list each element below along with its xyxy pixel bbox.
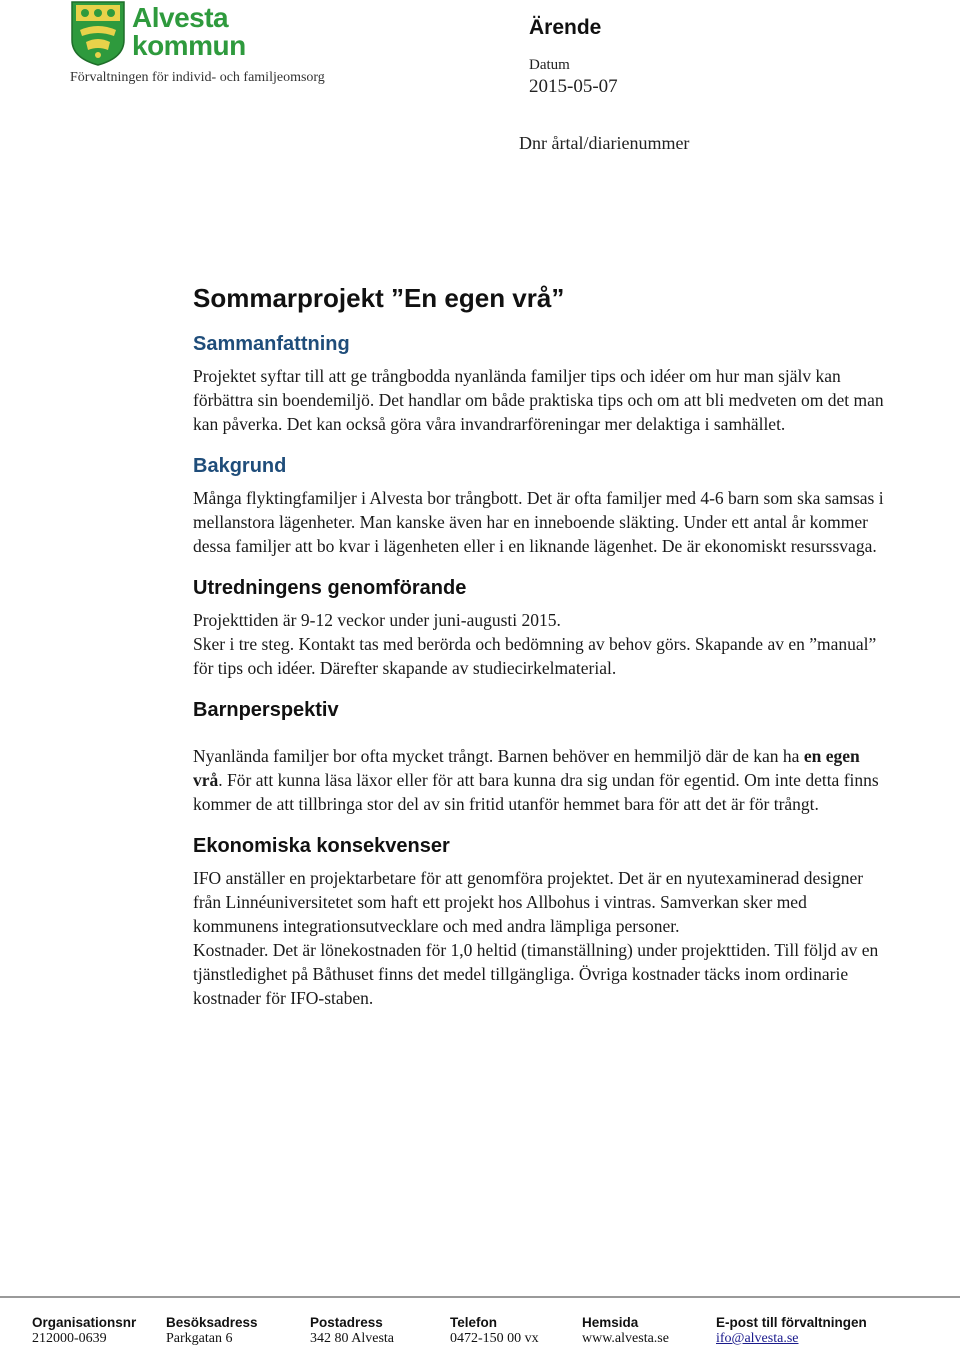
document-type-label: Ärende (529, 16, 602, 39)
section-text-1: IFO anställer en projektarbetare för att genomföra projektet. Det är en nyutexaminerad designer från Linnéuniversitetet som haft ett projekt hos Allbohus i vintras. Samverkan sker med kommunens integrationsutvecklare och med andra lämpliga personer. (193, 868, 864, 936)
section-heading: Sammanfattning (193, 333, 350, 355)
section-heading: Bakgrund (193, 455, 287, 477)
footer-value: 0472-150 00 vx (450, 1331, 539, 1346)
footer-value: Parkgatan 6 (166, 1331, 233, 1346)
municipal-coat-of-arms-icon (70, 0, 126, 66)
section-sammanfattning (193, 332, 893, 436)
section-text (193, 744, 893, 816)
text-after: . För att kunna läsa läxor eller för att bara kunna dra sig undan för egentid. Om inte detta finns kommer de att tillbringa stor del av sin fritid utanför hemmet bara för att det är för trångt. (193, 770, 879, 814)
section-utredning (193, 576, 893, 680)
footer-label: Postadress (310, 1315, 383, 1330)
department-name: Förvaltningen för individ- och familjeomsorg (70, 70, 325, 85)
document-body (193, 282, 893, 1028)
footer-label: E-post till förvaltningen (716, 1315, 867, 1330)
section-heading: Ekonomiska konsekvenser (193, 835, 450, 857)
footer-label: Organisationsnr (32, 1315, 137, 1330)
emphasis-text: en egen vrå (193, 746, 860, 790)
footer-email (716, 1315, 867, 1347)
logo-text-alvesta: Alvesta (132, 2, 229, 33)
document-title: Sommarprojekt ”En egen vrå” (193, 283, 565, 313)
footer-label: Hemsida (582, 1315, 639, 1330)
section-ekonomi (193, 834, 893, 1010)
footer-postal-address (310, 1315, 394, 1347)
footer-label: Besöksadress (166, 1315, 258, 1330)
section-text-line1: Projekttiden är 9-12 veckor under juni-augusti 2015. (193, 610, 561, 630)
footer-value: 212000-0639 (32, 1331, 107, 1346)
section-text: Många flyktingfamiljer i Alvesta bor trångbott. Det är ofta familjer med 4-6 barn som ska samsas i mellanstora lägenheter. Man kanske även har en inneboende släkting. Under ett antal år kommer dessa familjer att bo kvar i lägenheten eller i en liknande lägenhet. De är ekonomiskt resurssvaga. (193, 488, 884, 556)
date-label: Datum (529, 57, 570, 73)
footer-phone (450, 1315, 539, 1347)
alvesta-kommun-logo (70, 0, 260, 66)
date-value: 2015-05-07 (529, 76, 618, 97)
section-heading: Barnperspektiv (193, 699, 339, 721)
footer-website (582, 1315, 669, 1347)
footer-website-link[interactable]: www.alvesta.se (582, 1331, 669, 1346)
section-text-line2: Sker i tre steg. Kontakt tas med berörda och bedömning av behov görs. Skapande av en ”manual” för tips och idéer. Därefter skapande av studiecirkelmaterial. (193, 634, 877, 678)
registry-number: Dnr årtal/diarienummer (519, 133, 690, 153)
section-barnperspektiv (193, 698, 893, 816)
text-before: Nyanlända familjer bor ofta mycket trångt. Barnen behöver en hemmiljö där de kan ha (193, 746, 804, 766)
section-heading: Utredningens genomförande (193, 577, 467, 599)
section-bakgrund (193, 454, 893, 558)
footer-visiting-address (166, 1315, 258, 1347)
footer-email-link[interactable]: ifo@alvesta.se (716, 1331, 799, 1346)
section-text: Projektet syftar till att ge trångbodda nyanlända familjer tips och idéer om hur man själv kan förbättra sin boendemiljö. Det handlar om både praktiska tips och om att bli medveten om det man kan påverka. Det kan också göra våra invandrarföreningar mer delaktiga i samhället. (193, 366, 884, 434)
section-text-2: Kostnader. Det är lönekostnaden för 1,0 heltid (timanställning) under projekttiden. Till följd av en tjänstledighet på Båthuset finns det medel tillgängliga. Övriga kostnader täcks inom ordinarie kostnader för IFO-staben. (193, 940, 879, 1008)
footer-value: 342 80 Alvesta (310, 1331, 394, 1346)
logo-text-kommun: kommun (132, 30, 246, 61)
footer-divider (0, 1296, 960, 1298)
footer-label: Telefon (450, 1315, 497, 1330)
footer-org-number (32, 1315, 136, 1347)
